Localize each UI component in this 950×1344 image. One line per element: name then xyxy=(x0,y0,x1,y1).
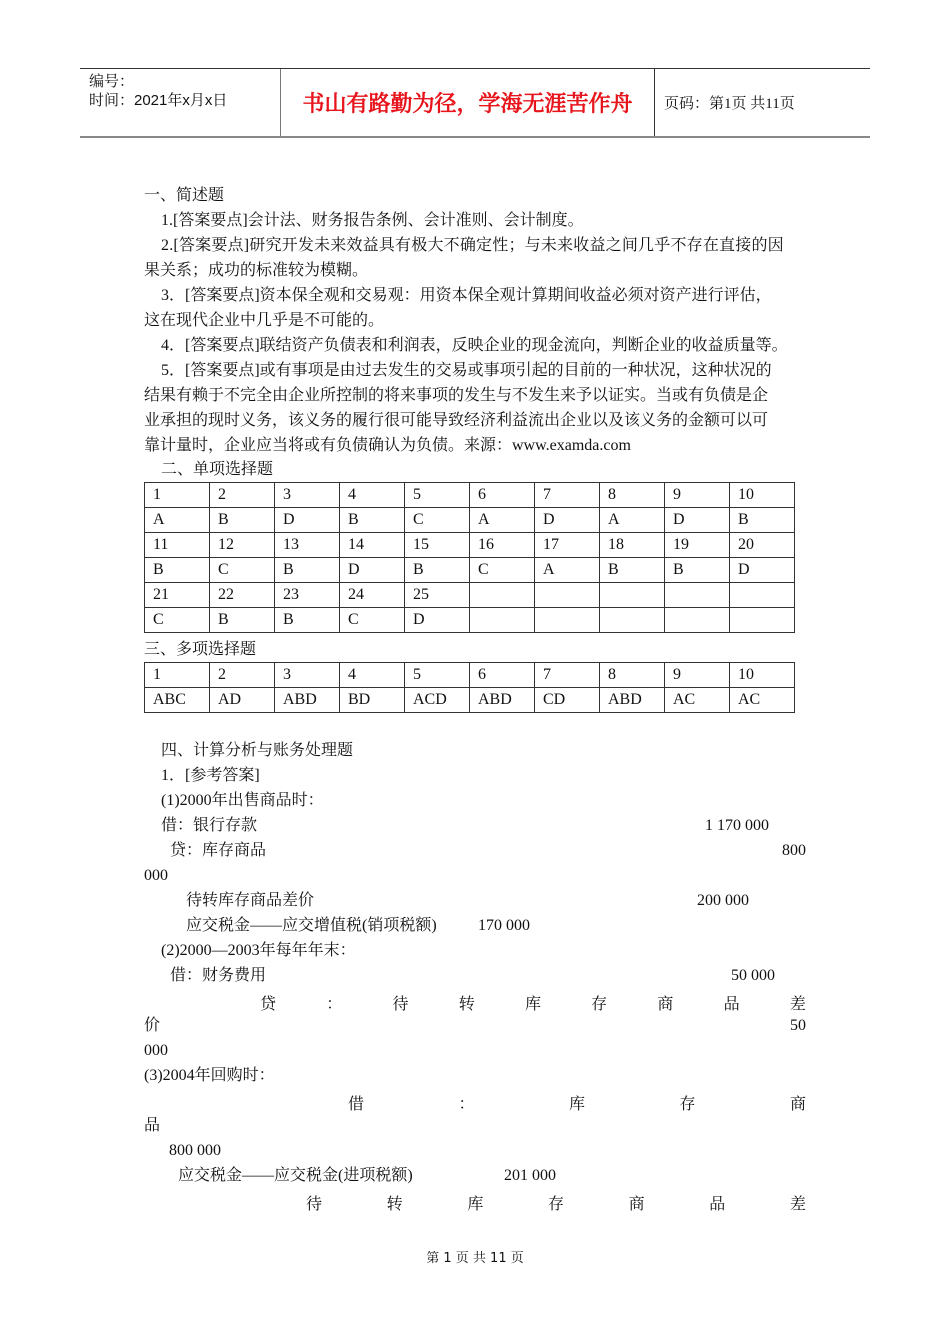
table-cell: 15 xyxy=(405,533,470,558)
header-meta xyxy=(80,69,281,136)
table-cell xyxy=(470,583,535,608)
entry-amount: 50 xyxy=(790,1017,806,1034)
paragraph-line: 3．[答案要点]资本保全观和交易观：用资本保全观计算期间收益必须对资产进行评估， xyxy=(161,287,772,304)
table-cell: AD xyxy=(210,688,275,713)
entry-amount: 170 000 xyxy=(478,917,530,934)
table-cell: 22 xyxy=(210,583,275,608)
table-cell: 21 xyxy=(145,583,210,608)
char: 商 xyxy=(628,1196,645,1213)
table-cell: 13 xyxy=(275,533,340,558)
table-cell: 4 xyxy=(340,663,405,688)
table-cell: CD xyxy=(535,688,600,713)
date-label: 时间：2021年x月x日 xyxy=(89,92,228,109)
table-cell: C xyxy=(405,508,470,533)
char: 贷 xyxy=(260,996,277,1013)
paragraph-line: 结果有赖于不完全由企业所控制的将来事项的发生与不发生来予以证实。当或有负债是企 xyxy=(144,387,769,404)
table-cell xyxy=(665,583,730,608)
table-cell: BD xyxy=(340,688,405,713)
table-row xyxy=(145,663,795,688)
table-row xyxy=(145,483,795,508)
table-cell: 12 xyxy=(210,533,275,558)
char: 存 xyxy=(547,1196,564,1213)
table-cell xyxy=(730,583,795,608)
table-cell: 7 xyxy=(535,483,600,508)
code-label: 编号： xyxy=(89,73,135,90)
single-choice-table xyxy=(144,482,795,633)
entry-amount: 50 000 xyxy=(731,967,775,984)
entry-account: 贷：库存商品 xyxy=(170,842,267,859)
table-row xyxy=(145,558,795,583)
char: 待 xyxy=(392,996,409,1013)
table-cell: 16 xyxy=(470,533,535,558)
char: 品 xyxy=(723,996,740,1013)
char: 存 xyxy=(591,996,608,1013)
paragraph-line: 业承担的现时义务，该义务的履行很可能导致经济利益流出企业以及该义务的金额可以可 xyxy=(144,412,769,429)
table-cell: 10 xyxy=(730,663,795,688)
char: ： xyxy=(458,1096,475,1113)
entry-amount: 800 xyxy=(782,842,806,859)
section-title: 一、简述题 xyxy=(144,187,225,204)
table-cell: 4 xyxy=(340,483,405,508)
table-row xyxy=(145,583,795,608)
table-cell: 10 xyxy=(730,483,795,508)
table-cell: 6 xyxy=(470,483,535,508)
table-cell: A xyxy=(470,508,535,533)
table-cell: 25 xyxy=(405,583,470,608)
table-cell: AC xyxy=(730,688,795,713)
table-cell xyxy=(665,608,730,633)
table-cell: B xyxy=(340,508,405,533)
table-cell: 17 xyxy=(535,533,600,558)
table-cell xyxy=(535,608,600,633)
char: 转 xyxy=(386,1196,403,1213)
table-cell: ABD xyxy=(600,688,665,713)
char: 库 xyxy=(568,1096,585,1113)
paragraph-line: 2.[答案要点]研究开发未来效益具有极大不确定性；与未来收益之间几乎不存在直接的因 xyxy=(161,237,784,254)
table-cell: A xyxy=(145,508,210,533)
entry-account-spread xyxy=(306,1191,806,1214)
entry-account: 借：财务费用 xyxy=(170,967,267,984)
question-label: 1．[参考答案] xyxy=(161,767,260,784)
table-cell: D xyxy=(275,508,340,533)
entry-account: 应交税金——应交增值税(销项税额) xyxy=(186,917,437,934)
entry-amount: 000 xyxy=(144,1042,168,1059)
paragraph-line: 4．[答案要点]联结资产负债表和利润表，反映企业的现金流向，判断企业的收益质量等。 xyxy=(161,337,788,354)
table-cell: 24 xyxy=(340,583,405,608)
page-footer: 第 1 页 共 11 页 xyxy=(426,1251,524,1266)
table-cell: 11 xyxy=(145,533,210,558)
table-cell: AC xyxy=(665,688,730,713)
table-cell: B xyxy=(665,558,730,583)
entry-account: 价 xyxy=(144,1017,161,1034)
table-cell: A xyxy=(535,558,600,583)
table-cell: 3 xyxy=(275,483,340,508)
table-cell: C xyxy=(210,558,275,583)
table-cell: C xyxy=(470,558,535,583)
table-cell: 5 xyxy=(405,663,470,688)
table-cell: 9 xyxy=(665,663,730,688)
table-cell: 18 xyxy=(600,533,665,558)
table-cell: 1 xyxy=(145,663,210,688)
table-row xyxy=(145,688,795,713)
table-cell: C xyxy=(145,608,210,633)
table-cell: 2 xyxy=(210,483,275,508)
table-cell: 6 xyxy=(470,663,535,688)
paragraph-line: 5．[答案要点]或有事项是由过去发生的交易或事项引起的目前的一种状况，这种状况的 xyxy=(161,362,772,379)
char: 商 xyxy=(657,996,674,1013)
entry-account-spread xyxy=(260,991,806,1014)
table-cell: 3 xyxy=(275,663,340,688)
table-cell: C xyxy=(340,608,405,633)
page-info: 页码：第1页 共11页 xyxy=(664,96,795,112)
table-cell: B xyxy=(275,558,340,583)
entry-account: 待转库存商品差价 xyxy=(186,892,315,909)
multi-choice-table xyxy=(144,662,795,713)
table-cell: B xyxy=(210,608,275,633)
table-cell xyxy=(600,583,665,608)
char: 库 xyxy=(524,996,541,1013)
char: 转 xyxy=(458,996,475,1013)
char: 库 xyxy=(467,1196,484,1213)
section-title: 三、多项选择题 xyxy=(144,641,257,658)
table-row xyxy=(145,608,795,633)
table-cell: ABC xyxy=(145,688,210,713)
paragraph-line: 这在现代企业中几乎是不可能的。 xyxy=(144,312,385,329)
table-cell: D xyxy=(535,508,600,533)
entry-amount: 201 000 xyxy=(504,1167,556,1184)
table-cell: A xyxy=(600,508,665,533)
char: 差 xyxy=(789,996,806,1013)
table-cell: ACD xyxy=(405,688,470,713)
char: ： xyxy=(326,996,343,1013)
table-cell: B xyxy=(405,558,470,583)
table-cell: 7 xyxy=(535,663,600,688)
entry-amount: 1 170 000 xyxy=(705,817,769,834)
char: 待 xyxy=(306,1196,323,1213)
table-cell: 9 xyxy=(665,483,730,508)
table-cell: ABD xyxy=(275,688,340,713)
table-row xyxy=(145,533,795,558)
char: 商 xyxy=(789,1096,806,1113)
table-cell: ABD xyxy=(470,688,535,713)
entry-amount: 200 000 xyxy=(697,892,749,909)
table-cell: B xyxy=(210,508,275,533)
table-cell: 20 xyxy=(730,533,795,558)
char: 借 xyxy=(348,1096,365,1113)
table-cell xyxy=(600,608,665,633)
table-row xyxy=(145,508,795,533)
table-cell: 23 xyxy=(275,583,340,608)
table-cell xyxy=(535,583,600,608)
table-cell: B xyxy=(275,608,340,633)
entry-account: 借：银行存款 xyxy=(161,817,258,834)
paragraph-line: 果关系；成功的标准较为模糊。 xyxy=(144,262,369,279)
table-cell: D xyxy=(665,508,730,533)
paragraph-line: (2)2000—2003年每年年末： xyxy=(161,942,356,959)
char: 差 xyxy=(789,1196,806,1213)
paragraph-line: (1)2000年出售商品时： xyxy=(161,792,324,809)
char: 存 xyxy=(679,1096,696,1113)
entry-account: 品 xyxy=(144,1117,161,1134)
section-title: 四、计算分析与账务处理题 xyxy=(161,742,354,759)
table-cell: B xyxy=(145,558,210,583)
table-cell: 2 xyxy=(210,663,275,688)
table-cell: B xyxy=(600,558,665,583)
entry-account-spread xyxy=(348,1091,806,1114)
table-cell: B xyxy=(730,508,795,533)
entry-amount: 800 000 xyxy=(169,1142,221,1159)
table-cell: 5 xyxy=(405,483,470,508)
motto: 书山有路勤为径，学海无涯苦作舟 xyxy=(281,69,655,136)
table-cell: D xyxy=(405,608,470,633)
paragraph-line: 1.[答案要点]会计法、财务报告条例、会计准则、会计制度。 xyxy=(161,212,584,229)
paragraph-line: (3)2004年回购时： xyxy=(144,1067,275,1084)
table-cell: 1 xyxy=(145,483,210,508)
table-cell xyxy=(470,608,535,633)
table-cell: D xyxy=(730,558,795,583)
table-cell: 8 xyxy=(600,483,665,508)
char: 品 xyxy=(709,1196,726,1213)
page-header xyxy=(80,68,870,138)
table-cell: 14 xyxy=(340,533,405,558)
table-cell: D xyxy=(340,558,405,583)
section-title: 二、单项选择题 xyxy=(161,461,274,478)
entry-amount: 000 xyxy=(144,867,168,884)
paragraph-line: 靠计量时，企业应当将或有负债确认为负债。来源：www.examda.com xyxy=(144,437,631,454)
entry-account: 应交税金——应交税金(进项税额) xyxy=(178,1167,413,1184)
table-cell xyxy=(730,608,795,633)
table-cell: 8 xyxy=(600,663,665,688)
table-cell: 19 xyxy=(665,533,730,558)
